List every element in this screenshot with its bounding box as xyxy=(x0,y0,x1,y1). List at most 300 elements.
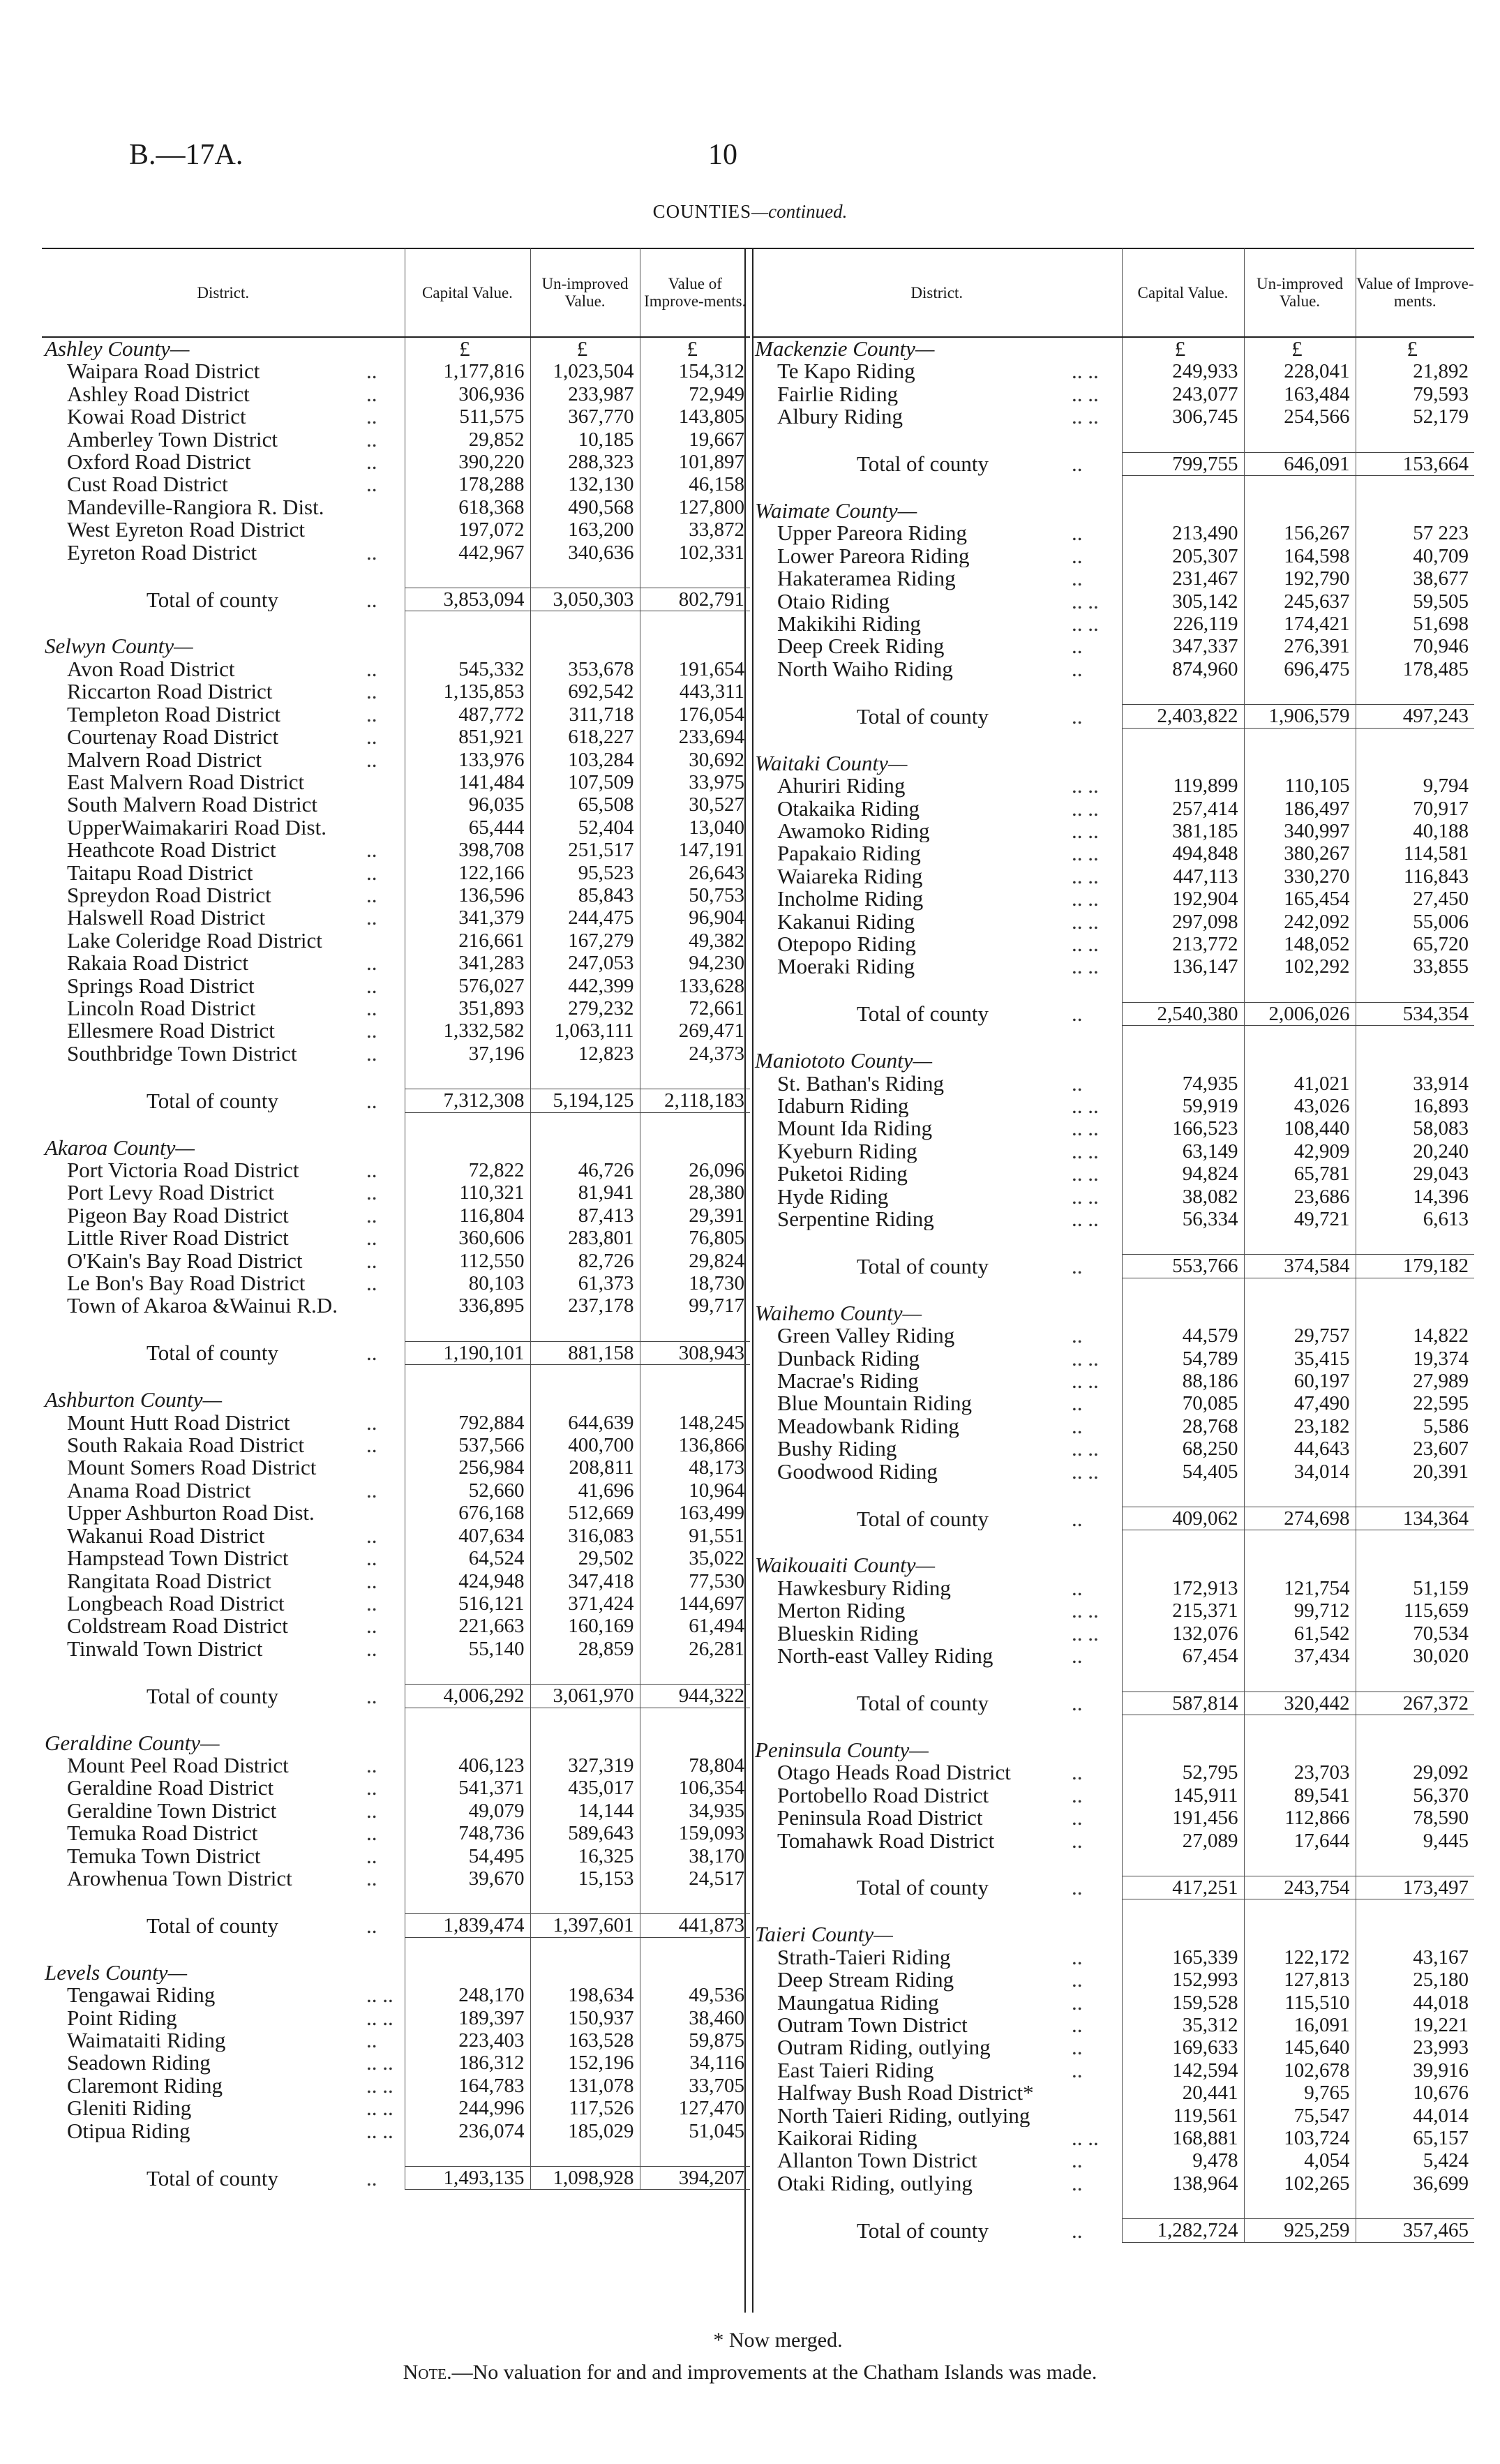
district-name: Mandeville-Rangiora R. Dist. xyxy=(67,495,324,519)
leader-dots: .. xyxy=(1072,1784,1083,1807)
leader-dots: .. xyxy=(366,1227,377,1250)
currency-symbol xyxy=(1356,1050,1474,1072)
spacer-row xyxy=(42,1317,750,1342)
county-name: Peninsula County— xyxy=(755,1738,929,1762)
leader-dots: .. xyxy=(366,2166,377,2190)
unimproved-value: 9,765 xyxy=(1244,2082,1356,2104)
unimproved-value: 163,484 xyxy=(1244,383,1356,405)
table-row xyxy=(42,2097,750,2119)
unimproved-value: 43,026 xyxy=(1244,1095,1356,1117)
unimproved-value: 107,509 xyxy=(530,771,640,793)
district-name: Templeton Road District xyxy=(67,703,281,726)
county-heading-row xyxy=(42,1732,750,1754)
district-name: Riccarton Road District xyxy=(67,680,273,703)
district-name: Port Victoria Road District xyxy=(67,1159,299,1182)
improvements-value: 29,043 xyxy=(1356,1163,1474,1185)
total-label: Total of county xyxy=(857,2218,989,2243)
leader-dots: .. xyxy=(1072,2172,1083,2195)
total-unimproved: 320,442 xyxy=(1244,1692,1356,1715)
improvements-value: 23,993 xyxy=(1356,2036,1474,2059)
table-row xyxy=(42,451,750,473)
unimproved-value: 112,866 xyxy=(1244,1807,1356,1829)
district-name: Seadown Riding xyxy=(67,2052,211,2075)
total-capital: 409,062 xyxy=(1122,1507,1244,1530)
total-row xyxy=(42,1341,750,1364)
leader-dots: .. xyxy=(1072,2013,1083,2037)
district-name: Otakaika Riding xyxy=(777,797,920,820)
capital-value: 360,606 xyxy=(405,1227,530,1249)
leader-dots xyxy=(366,1294,405,1317)
unimproved-value: 288,323 xyxy=(530,451,640,473)
county-heading-row xyxy=(42,1137,750,1159)
total-label: Total of county xyxy=(857,704,989,729)
total-label: Total of county xyxy=(857,452,989,476)
leader-dots: .. xyxy=(366,2029,377,2052)
leader-dots: .. xyxy=(1072,1414,1083,1438)
district-name: Springs Road District xyxy=(67,974,255,997)
district-name: Albury Riding xyxy=(777,405,903,428)
district-name: Oxford Road District xyxy=(67,451,251,474)
table-row xyxy=(752,1095,1474,1117)
improvements-value: 133,628 xyxy=(640,975,750,997)
currency-symbol xyxy=(1244,500,1356,522)
district-name: Heathcote Road District xyxy=(67,839,276,862)
leader-dots: .. xyxy=(1072,1991,1083,2014)
improvements-value: 77,530 xyxy=(640,1570,750,1592)
improvements-value: 29,824 xyxy=(640,1250,750,1272)
table-row xyxy=(42,862,750,884)
unimproved-value: 400,700 xyxy=(530,1434,640,1456)
district-name: Mount Hutt Road District xyxy=(67,1411,290,1435)
capital-value: 68,250 xyxy=(1122,1438,1244,1460)
table-row xyxy=(42,1227,750,1249)
table-row xyxy=(42,658,750,680)
improvements-value: 26,096 xyxy=(640,1159,750,1181)
leader-dots: .. xyxy=(1072,2059,1083,2082)
unimproved-value: 41,021 xyxy=(1244,1073,1356,1095)
table-row xyxy=(752,1140,1474,1163)
total-capital: 7,312,308 xyxy=(405,1089,530,1112)
county-heading-row xyxy=(752,1923,1474,1946)
county-heading-row xyxy=(752,500,1474,522)
district-name: Wakanui Road District xyxy=(67,1524,265,1548)
leader-dots: .. xyxy=(1072,1507,1083,1530)
county-name: Waitaki County— xyxy=(755,752,908,775)
leader-dots: .. .. xyxy=(1072,865,1099,888)
spacer-row xyxy=(752,2195,1474,2219)
leader-dots: .. .. xyxy=(1072,613,1099,636)
right-table-body xyxy=(752,337,1474,2242)
total-improvements: 267,372 xyxy=(1356,1692,1474,1715)
district-name: Macrae's Riding xyxy=(777,1370,919,1393)
leader-dots: .. .. xyxy=(1072,2127,1099,2150)
district-name: Awamoko Riding xyxy=(777,819,930,843)
district-name: Maungatua Riding xyxy=(777,1991,939,2014)
unimproved-value: 164,598 xyxy=(1244,545,1356,567)
improvements-value: 10,964 xyxy=(640,1479,750,1502)
currency-symbol: £ xyxy=(640,337,750,360)
county-name: Waimate County— xyxy=(755,500,917,523)
leader-dots: .. xyxy=(366,405,377,428)
unimproved-value: 46,726 xyxy=(530,1159,640,1181)
leader-dots: .. .. xyxy=(1072,932,1099,956)
improvements-value: 24,517 xyxy=(640,1867,750,1890)
improvements-value: 6,613 xyxy=(1356,1208,1474,1230)
unimproved-value: 103,284 xyxy=(530,749,640,771)
leader-dots: .. xyxy=(366,883,377,907)
table-row xyxy=(42,749,750,771)
table-row xyxy=(752,383,1474,405)
district-name: Claremont Riding xyxy=(67,2074,223,2098)
district-name: Hakateramea Riding xyxy=(777,567,956,590)
capital-value: 1,332,582 xyxy=(405,1020,530,1042)
total-row xyxy=(42,1685,750,1708)
total-improvements: 534,354 xyxy=(1356,1002,1474,1025)
improvements-value: 70,946 xyxy=(1356,635,1474,657)
capital-value: 792,884 xyxy=(405,1412,530,1434)
unimproved-value: 37,434 xyxy=(1244,1645,1356,1667)
county-heading-row xyxy=(42,635,750,657)
spacer-row xyxy=(42,1365,750,1389)
county-name: Akaroa County— xyxy=(45,1136,195,1159)
unimproved-value: 65,781 xyxy=(1244,1163,1356,1185)
capital-value: 537,566 xyxy=(405,1434,530,1456)
capital-value: 216,661 xyxy=(405,929,530,952)
table-row xyxy=(42,1020,750,1042)
unimproved-value: 102,678 xyxy=(1244,2059,1356,2082)
unimproved-value: 316,083 xyxy=(530,1525,640,1547)
total-unimproved: 3,061,970 xyxy=(530,1685,640,1708)
table-row xyxy=(752,522,1474,544)
capital-value: 63,149 xyxy=(1122,1140,1244,1163)
title-text: COUNTIES xyxy=(652,201,752,222)
district-name: Deep Creek Riding xyxy=(777,635,945,658)
unimproved-value: 163,528 xyxy=(530,2029,640,2052)
spacer-row xyxy=(752,1230,1474,1255)
district-name: Strath-Taieri Riding xyxy=(777,1946,951,1969)
unimproved-value: 247,053 xyxy=(530,952,640,974)
table-row xyxy=(42,1845,750,1867)
leader-dots: .. .. xyxy=(1072,955,1099,978)
unimproved-value: 156,267 xyxy=(1244,522,1356,544)
unimproved-value: 23,703 xyxy=(1244,1761,1356,1784)
capital-value: 336,895 xyxy=(405,1294,530,1317)
capital-value: 341,379 xyxy=(405,906,530,929)
leader-dots xyxy=(366,929,405,952)
leader-dots: .. xyxy=(1072,2036,1083,2059)
district-name: Anama Road District xyxy=(67,1479,251,1502)
unimproved-value: 276,391 xyxy=(1244,635,1356,657)
improvements-value: 34,116 xyxy=(640,2052,750,2074)
table-row xyxy=(42,1615,750,1637)
valuation-table-right xyxy=(752,248,1474,2243)
table-row xyxy=(752,2149,1474,2172)
currency-symbol xyxy=(1122,500,1244,522)
footnote-note xyxy=(0,2361,1500,2384)
district-name: Pigeon Bay Road District xyxy=(67,1204,289,1227)
leader-dots: .. .. xyxy=(366,2074,393,2098)
leader-dots: .. .. xyxy=(1072,1208,1099,1231)
leader-dots: .. xyxy=(366,1479,377,1502)
unimproved-value: 47,490 xyxy=(1244,1392,1356,1414)
unimproved-value: 23,686 xyxy=(1244,1186,1356,1208)
district-name: Mount Somers Road District xyxy=(67,1456,317,1479)
spacer-row xyxy=(42,1708,750,1732)
table-row xyxy=(752,1370,1474,1392)
table-row xyxy=(42,1043,750,1065)
total-capital: 1,839,474 xyxy=(405,1914,530,1937)
table-row xyxy=(42,1294,750,1317)
table-row xyxy=(42,1800,750,1822)
leader-dots: .. .. xyxy=(1072,1438,1099,1461)
district-name: West Eyreton Road District xyxy=(67,518,306,542)
unimproved-value: 12,823 xyxy=(530,1043,640,1065)
improvements-value: 40,709 xyxy=(1356,545,1474,567)
leader-dots: .. xyxy=(1072,1876,1083,1899)
table-row xyxy=(42,2120,750,2142)
district-name: Geraldine Road District xyxy=(67,1777,274,1800)
leader-dots: .. xyxy=(366,1569,377,1592)
district-name: Peninsula Road District xyxy=(777,1807,983,1830)
total-capital: 4,006,292 xyxy=(405,1685,530,1708)
capital-value: 165,339 xyxy=(1122,1946,1244,1969)
district-name: Puketoi Riding xyxy=(777,1163,908,1186)
capital-value: 133,976 xyxy=(405,749,530,771)
improvements-value: 52,179 xyxy=(1356,405,1474,428)
improvements-value: 21,892 xyxy=(1356,360,1474,382)
district-name: East Malvern Road District xyxy=(67,770,305,794)
leader-dots xyxy=(366,518,405,541)
improvements-value: 49,382 xyxy=(640,929,750,952)
table-row xyxy=(752,1438,1474,1460)
unimproved-value: 132,130 xyxy=(530,473,640,495)
capital-value: 205,307 xyxy=(1122,545,1244,567)
improvements-value: 59,505 xyxy=(1356,590,1474,613)
note-label: Note. xyxy=(403,2361,452,2384)
capital-value: 112,550 xyxy=(405,1250,530,1272)
table-row xyxy=(42,1754,750,1777)
capital-value: 618,368 xyxy=(405,496,530,518)
district-name: Makikihi Riding xyxy=(777,613,921,636)
improvements-value: 48,173 xyxy=(640,1456,750,1479)
improvements-value: 23,607 xyxy=(1356,1438,1474,1460)
unimproved-value: 1,023,504 xyxy=(530,360,640,382)
total-label: Total of county xyxy=(147,1684,278,1708)
leader-dots: .. xyxy=(366,1844,377,1867)
district-name: Southbridge Town District xyxy=(67,1042,297,1066)
district-name: Temuka Road District xyxy=(67,1822,258,1845)
table-row xyxy=(42,1479,750,1502)
total-unimproved: 925,259 xyxy=(1244,2219,1356,2242)
currency-symbol: £ xyxy=(1122,337,1244,360)
leader-dots: .. xyxy=(366,382,377,406)
capital-value: 257,414 xyxy=(1122,798,1244,820)
improvements-value: 72,661 xyxy=(640,997,750,1020)
total-improvements: 441,873 xyxy=(640,1914,750,1937)
leader-dots: .. xyxy=(366,1204,377,1227)
table-row xyxy=(42,360,750,382)
leader-dots: .. .. xyxy=(1072,797,1099,820)
capital-value: 145,911 xyxy=(1122,1784,1244,1807)
improvements-value: 51,698 xyxy=(1356,613,1474,635)
unimproved-value: 4,054 xyxy=(1244,2149,1356,2172)
county-name: Waikouaiti County— xyxy=(755,1554,936,1577)
capital-value: 306,936 xyxy=(405,383,530,405)
capital-value: 347,337 xyxy=(1122,635,1244,657)
leader-dots: .. .. xyxy=(1072,1347,1099,1371)
unimproved-value: 244,475 xyxy=(530,906,640,929)
district-name: Cust Road District xyxy=(67,473,228,496)
spacer-row xyxy=(42,1937,750,1962)
table-row xyxy=(42,839,750,861)
currency-symbol xyxy=(1356,1923,1474,1946)
unimproved-value: 14,144 xyxy=(530,1800,640,1822)
improvements-value: 94,230 xyxy=(640,952,750,974)
capital-value: 748,736 xyxy=(405,1822,530,1844)
improvements-value: 44,018 xyxy=(1356,1992,1474,2014)
leader-dots xyxy=(366,793,405,816)
district-name: Little River Road District xyxy=(67,1227,289,1250)
unimproved-value: 44,643 xyxy=(1244,1438,1356,1460)
total-improvements: 153,664 xyxy=(1356,452,1474,475)
total-improvements: 357,465 xyxy=(1356,2219,1474,2242)
capital-value: 38,082 xyxy=(1122,1186,1244,1208)
improvements-value: 35,022 xyxy=(640,1547,750,1569)
leader-dots: .. xyxy=(1072,704,1083,729)
total-unimproved: 1,397,601 xyxy=(530,1914,640,1937)
capital-value: 142,594 xyxy=(1122,2059,1244,2082)
unimproved-value: 279,232 xyxy=(530,997,640,1020)
table-row xyxy=(752,1992,1474,2014)
improvements-value: 30,527 xyxy=(640,793,750,816)
capital-value: 447,113 xyxy=(1122,865,1244,888)
district-name: Otaio Riding xyxy=(777,590,890,613)
capital-value: 874,960 xyxy=(1122,658,1244,680)
spacer-row xyxy=(752,1852,1474,1876)
total-capital: 2,403,822 xyxy=(1122,705,1244,728)
table-row xyxy=(42,2075,750,2097)
county-heading-row xyxy=(42,1389,750,1411)
capital-value: 576,027 xyxy=(405,975,530,997)
district-name: Town of Akaroa &Wainui R.D. xyxy=(67,1294,338,1317)
district-name: Le Bon's Bay Road District xyxy=(67,1272,306,1295)
unimproved-value: 237,178 xyxy=(530,1294,640,1317)
capital-value: 351,893 xyxy=(405,997,530,1020)
district-name: Tomahawk Road District xyxy=(777,1829,995,1852)
improvements-value: 38,677 xyxy=(1356,567,1474,590)
district-name: Portobello Road District xyxy=(777,1784,989,1807)
unimproved-value: 380,267 xyxy=(1244,842,1356,865)
improvements-value: 43,167 xyxy=(1356,1946,1474,1969)
capital-value: 851,921 xyxy=(405,726,530,748)
spacer-row xyxy=(752,978,1474,1003)
leader-dots: .. .. xyxy=(1072,1370,1099,1393)
leader-dots: .. xyxy=(366,1684,377,1708)
capital-value: 226,119 xyxy=(1122,613,1244,635)
leader-dots: .. xyxy=(1072,567,1083,590)
capital-value: 64,524 xyxy=(405,1547,530,1569)
leader-dots: .. xyxy=(366,839,377,862)
leader-dots: .. .. xyxy=(366,2052,393,2075)
capital-value: 55,140 xyxy=(405,1638,530,1660)
currency-symbol xyxy=(1122,1554,1244,1576)
page-title xyxy=(0,201,1500,223)
unimproved-value: 353,678 xyxy=(530,658,640,680)
improvements-value: 163,499 xyxy=(640,1502,750,1524)
table-row xyxy=(42,703,750,726)
total-row xyxy=(752,1876,1474,1899)
unimproved-value: 17,644 xyxy=(1244,1830,1356,1852)
improvements-value: 29,391 xyxy=(640,1204,750,1227)
capital-value: 424,948 xyxy=(405,1570,530,1592)
capital-value: 341,283 xyxy=(405,952,530,974)
county-name: Waihemo County— xyxy=(755,1301,922,1325)
district-name: UpperWaimakariri Road Dist. xyxy=(67,816,327,839)
unimproved-value: 490,568 xyxy=(530,496,640,518)
currency-symbol xyxy=(1244,1923,1356,1946)
spacer-row xyxy=(752,1530,1474,1555)
currency-symbol xyxy=(530,1389,640,1411)
header-unimproved: Un-improved Value. xyxy=(1244,248,1356,337)
district-name: Upper Ashburton Road Dist. xyxy=(67,1502,315,1525)
unimproved-value: 251,517 xyxy=(530,839,640,861)
improvements-value: 72,949 xyxy=(640,383,750,405)
improvements-value: 102,331 xyxy=(640,542,750,564)
county-heading-row xyxy=(752,337,1474,360)
capital-value: 20,441 xyxy=(1122,2082,1244,2104)
unimproved-value: 165,454 xyxy=(1244,888,1356,910)
total-unimproved: 881,158 xyxy=(530,1341,640,1364)
table-row xyxy=(752,1347,1474,1370)
unimproved-value: 52,404 xyxy=(530,816,640,839)
table-row xyxy=(42,1777,750,1799)
total-capital: 1,282,724 xyxy=(1122,2219,1244,2242)
total-label: Total of county xyxy=(857,1002,989,1026)
leader-dots: .. xyxy=(1072,1829,1083,1852)
table-row xyxy=(752,567,1474,590)
spacer-row xyxy=(42,2142,750,2167)
district-name: Geraldine Town District xyxy=(67,1799,277,1823)
county-heading-row xyxy=(42,1962,750,1984)
unimproved-value: 41,696 xyxy=(530,1479,640,1502)
spacer-row xyxy=(42,1890,750,1914)
capital-value: 141,484 xyxy=(405,771,530,793)
leader-dots: .. xyxy=(366,1434,377,1457)
district-name: Otaki Riding, outlying xyxy=(777,2172,973,2195)
improvements-value: 269,471 xyxy=(640,1020,750,1042)
leader-dots: .. xyxy=(366,473,377,496)
improvements-value: 10,676 xyxy=(1356,2082,1474,2104)
district-name: Incholme Riding xyxy=(777,888,924,911)
capital-value: 166,523 xyxy=(1122,1117,1244,1140)
table-row xyxy=(752,1461,1474,1483)
table-row xyxy=(752,590,1474,613)
improvements-value: 33,855 xyxy=(1356,955,1474,978)
district-name: Otepopo Riding xyxy=(777,932,916,956)
spacer-row xyxy=(42,564,750,588)
improvements-value: 76,805 xyxy=(640,1227,750,1249)
table-row xyxy=(752,1208,1474,1230)
leader-dots: .. xyxy=(366,1411,377,1435)
table-row xyxy=(752,1761,1474,1784)
capital-value: 256,984 xyxy=(405,1456,530,1479)
unimproved-value: 65,508 xyxy=(530,793,640,816)
total-improvements: 394,207 xyxy=(640,2167,750,2190)
leader-dots: .. xyxy=(1072,657,1083,681)
leader-dots xyxy=(366,771,405,793)
table-row xyxy=(42,1159,750,1181)
currency-symbol xyxy=(1244,1302,1356,1324)
